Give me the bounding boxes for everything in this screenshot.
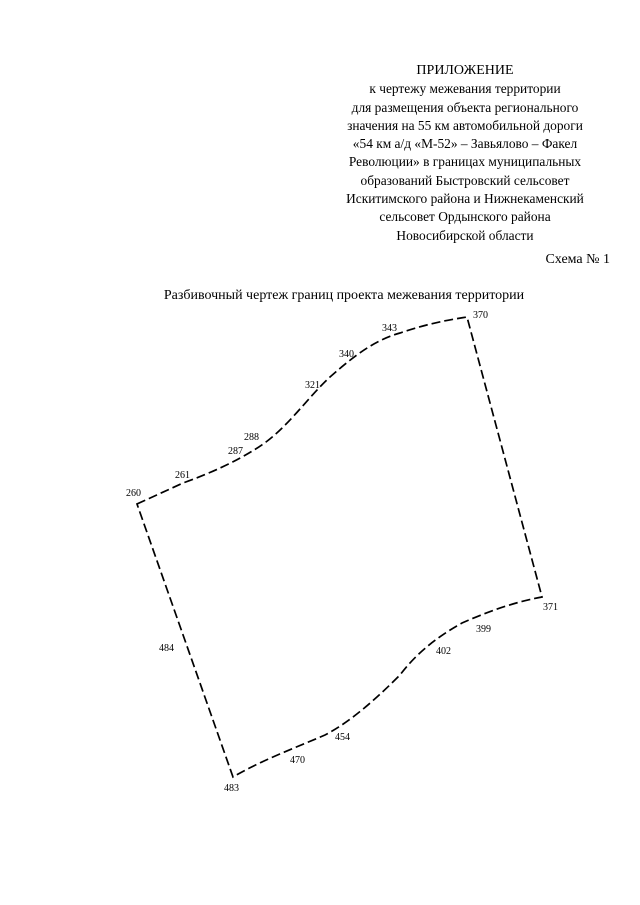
appendix-line: значения на 55 км автомобильной дороги <box>347 117 583 133</box>
point-label-288: 288 <box>244 432 259 443</box>
point-label-260: 260 <box>126 488 141 499</box>
point-label-343: 343 <box>382 323 397 334</box>
appendix-line: «54 км а/д «М-52» – Завьялово – Факел <box>352 136 578 152</box>
drawing-title: Разбивочный чертеж границ проекта межевания территории <box>163 288 525 303</box>
scheme-number: Схема № 1 <box>545 252 610 267</box>
appendix-line: образований Быстровский сельсовет <box>360 172 570 188</box>
point-label-287: 287 <box>228 446 243 457</box>
point-label-402: 402 <box>436 646 451 657</box>
point-label-470: 470 <box>290 755 305 766</box>
point-label-454: 454 <box>335 732 350 743</box>
point-label-483: 483 <box>224 783 239 794</box>
appendix-line: к чертежу межевания территории <box>369 81 561 97</box>
point-label-399: 399 <box>476 624 491 635</box>
appendix-title: ПРИЛОЖЕНИЕ <box>416 63 514 78</box>
appendix-line: Искитимского района и Нижнекаменский <box>346 191 584 207</box>
point-label-370: 370 <box>473 310 488 321</box>
boundary-line <box>137 317 542 777</box>
point-label-340: 340 <box>339 349 354 360</box>
appendix-line: Новосибирской области <box>396 227 534 243</box>
point-label-261: 261 <box>175 470 190 481</box>
appendix-line: сельсовет Ордынского района <box>379 209 551 225</box>
point-label-484: 484 <box>159 643 174 654</box>
appendix-line: для размещения объекта регионального <box>351 99 579 115</box>
point-label-371: 371 <box>543 602 558 613</box>
appendix-line: Революции» в границах муниципальных <box>348 154 582 170</box>
point-label-321: 321 <box>305 380 320 391</box>
